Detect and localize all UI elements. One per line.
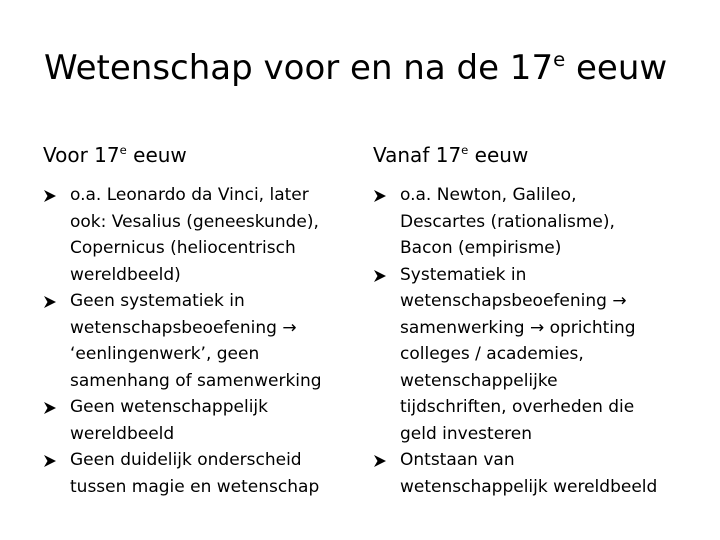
column-heading: Voor 17e eeuw bbox=[43, 142, 187, 167]
arrowhead-bullet-icon bbox=[43, 454, 57, 468]
bullet-list bbox=[373, 182, 703, 500]
slide-title: Wetenschap voor en na de 17e eeuw bbox=[44, 47, 668, 88]
bullet-item: Geen duidelijk onderscheid tussen magie en wetenschap bbox=[43, 447, 343, 500]
column-from-17th-century bbox=[373, 142, 703, 500]
bullet-list bbox=[43, 182, 343, 500]
arrowhead-bullet-icon bbox=[43, 401, 57, 415]
bullet-item: Geen systematiek in wetenschapsbeoefening → ‘eenlingenwerk’, geen samenhang of samenwerking bbox=[43, 288, 343, 394]
arrowhead-bullet-icon bbox=[43, 295, 57, 309]
bullet-item: o.a. Leonardo da Vinci, later ook: Vesalius (geneeskunde), Copernicus (heliocentrisch wereldbeeld) bbox=[43, 182, 343, 288]
arrowhead-bullet-icon bbox=[373, 269, 387, 283]
bullet-item: Ontstaan van wetenschappelijk wereldbeeld bbox=[373, 447, 703, 500]
bullet-item: Systematiek in wetenschapsbeoefening → samenwerking → oprichting colleges / academies, wetenschappelijke tijdschriften, overheden die geld investeren bbox=[373, 262, 703, 448]
arrowhead-bullet-icon bbox=[43, 189, 57, 203]
column-before-17th-century bbox=[43, 142, 343, 500]
arrowhead-bullet-icon bbox=[373, 189, 387, 203]
bullet-item: o.a. Newton, Galileo, Descartes (rationalisme), Bacon (empirisme) bbox=[373, 182, 703, 262]
bullet-item: Geen wetenschappelijk wereldbeeld bbox=[43, 394, 343, 447]
arrowhead-bullet-icon bbox=[373, 454, 387, 468]
column-heading: Vanaf 17e eeuw bbox=[373, 142, 529, 167]
